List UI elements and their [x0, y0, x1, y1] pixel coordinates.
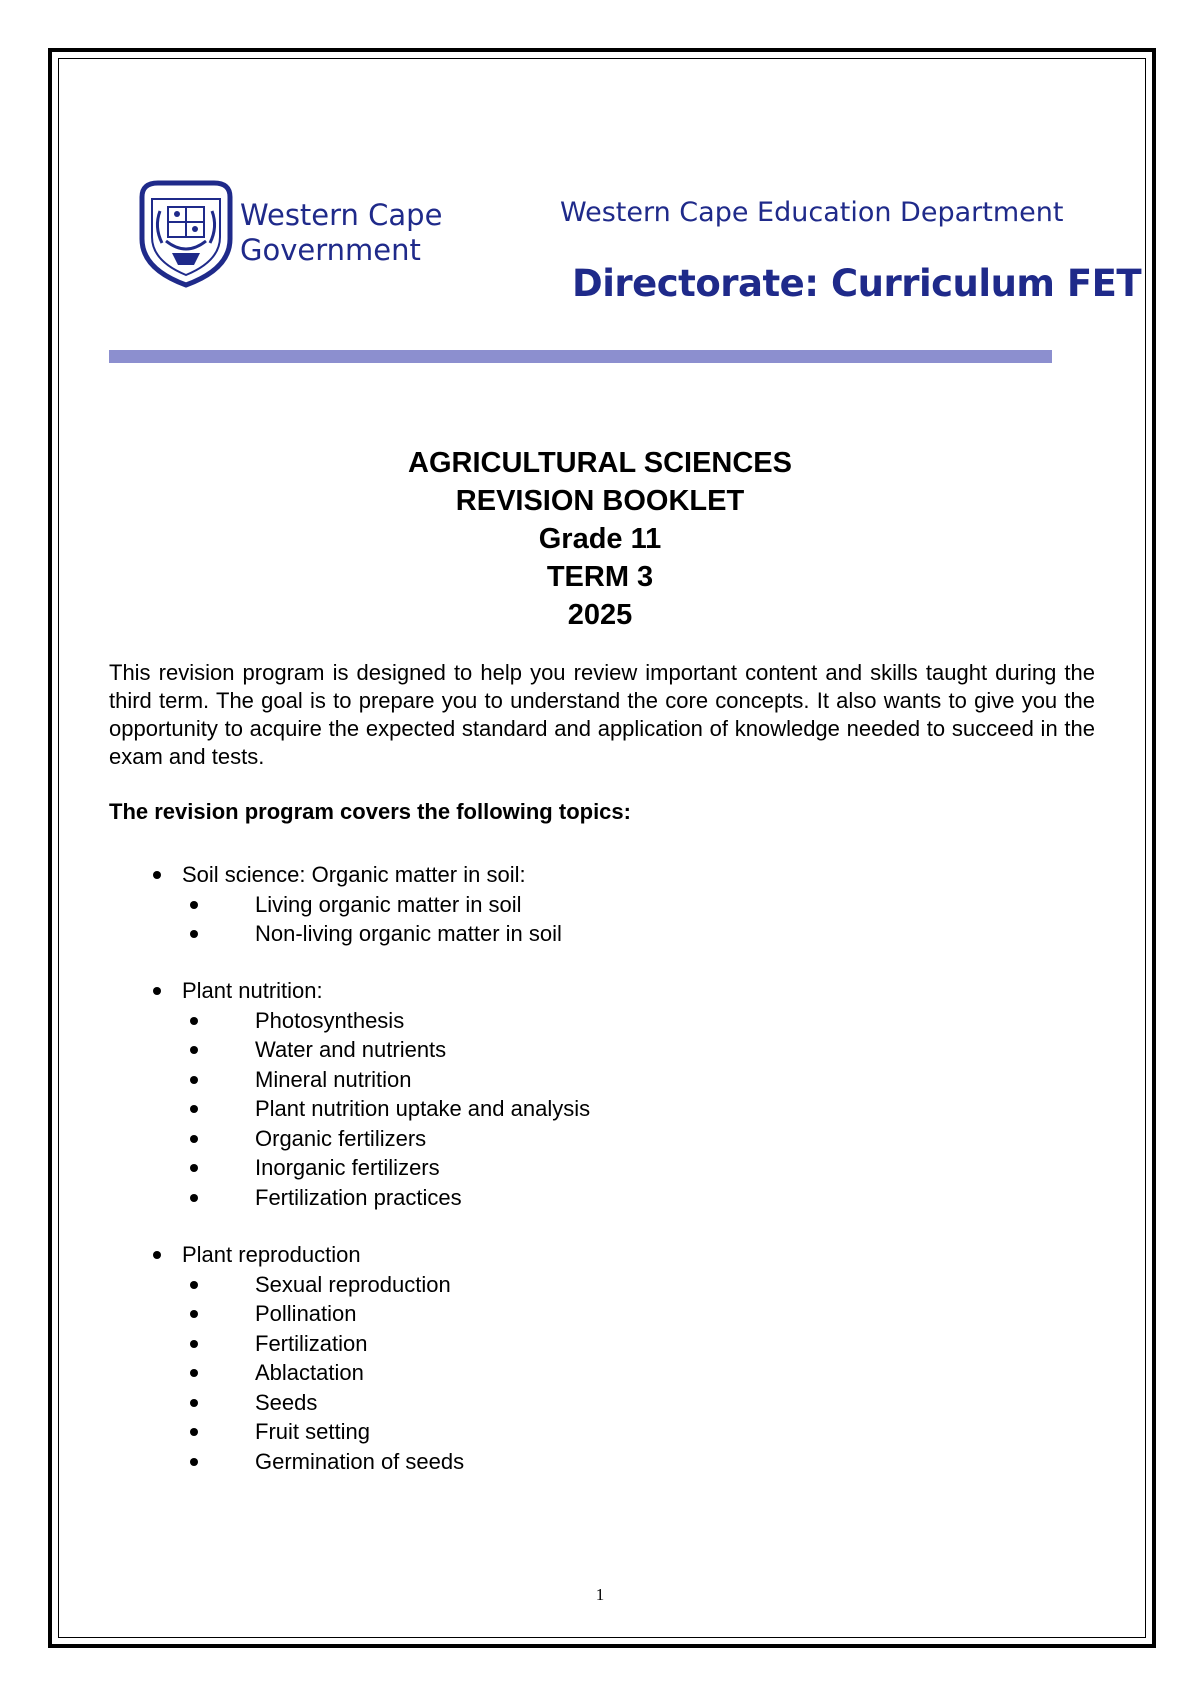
subtopic-label: Living organic matter in soil	[255, 891, 522, 917]
subtopic-item	[0, 1094, 1200, 1124]
header-divider	[109, 350, 1052, 363]
subtopic-label: Mineral nutrition	[255, 1066, 412, 1092]
bullet-icon	[190, 901, 198, 909]
bullet-icon	[153, 1251, 161, 1259]
subtopic-item	[0, 919, 1200, 949]
bullet-icon	[190, 1310, 198, 1318]
bullet-icon	[190, 1194, 198, 1202]
subtopic-item	[0, 1035, 1200, 1065]
subtopic-label: Ablactation	[255, 1360, 364, 1385]
subtopic-item	[0, 1447, 1200, 1477]
subtopic-item	[0, 1270, 1200, 1300]
intro-paragraph: This revision program is designed to help you review important content and skills taught during the third term. The goal is to prepare you to understand the core concepts. It also wants to give you the opportunity to acquire the expected standard and application of knowledge needed to succeed in the exam and tests.	[109, 660, 1095, 769]
bullet-icon	[190, 1046, 198, 1054]
subtopic-label: Seeds	[255, 1389, 318, 1415]
subtopic-label: Water and nutrients	[255, 1037, 447, 1062]
bullet-icon	[190, 1369, 198, 1377]
topic-label: Plant nutrition:	[182, 978, 323, 1003]
topic-group	[0, 976, 1200, 1212]
bullet-icon	[190, 1105, 198, 1113]
bullet-icon	[153, 987, 161, 995]
subtopic-label: Fruit setting	[255, 1419, 370, 1444]
topic-label: Plant reproduction	[182, 1242, 361, 1267]
subtopic-label: Pollination	[255, 1301, 357, 1326]
subtopic-item	[0, 890, 1200, 920]
topic-label: Soil science: Organic matter in soil:	[182, 862, 526, 887]
directorate-title: Directorate: Curriculum FET	[572, 262, 1142, 305]
bullet-icon	[190, 1017, 198, 1025]
subtopic-item	[0, 1299, 1200, 1329]
logo-line-1: Western Cape	[240, 198, 443, 232]
subtopic-label: Plant nutrition uptake and analysis	[255, 1096, 591, 1121]
bullet-icon	[190, 1164, 198, 1172]
subtopic-item	[0, 1006, 1200, 1036]
subtopic-label: Fertilization practices	[255, 1184, 462, 1210]
topics-heading: The revision program covers the following topics:	[109, 799, 631, 824]
year-label: 2025	[567, 599, 633, 631]
logo-wordmark	[240, 198, 442, 268]
topic-group	[0, 860, 1200, 949]
subject-title: AGRICULTURAL SCIENCES	[408, 447, 792, 479]
bullet-icon	[190, 1399, 198, 1407]
subtopic-label: Inorganic fertilizers	[255, 1155, 440, 1180]
subtopic-label: Organic fertilizers	[255, 1125, 427, 1151]
subtopic-item	[0, 1329, 1200, 1359]
department-name: Western Cape Education Department	[560, 197, 1064, 228]
bullet-icon	[190, 930, 198, 938]
page-number: 1	[595, 1585, 605, 1604]
subtopic-label: Germination of seeds	[255, 1448, 465, 1474]
topic-item	[0, 860, 1200, 890]
subtopic-item	[0, 1065, 1200, 1095]
subtopic-item	[0, 1388, 1200, 1418]
coat-of-arms-icon	[136, 177, 236, 289]
bullet-icon	[190, 1428, 198, 1436]
topic-item	[0, 976, 1200, 1006]
bullet-icon	[190, 1340, 198, 1348]
booklet-title: REVISION BOOKLET	[455, 485, 745, 517]
topic-item	[0, 1240, 1200, 1270]
bullet-icon	[190, 1458, 198, 1466]
subtopic-item	[0, 1417, 1200, 1447]
subtopic-label: Sexual reproduction	[255, 1271, 451, 1297]
subtopic-item	[0, 1358, 1200, 1388]
title-block	[0, 444, 1200, 634]
subtopic-item	[0, 1124, 1200, 1154]
bullet-icon	[190, 1135, 198, 1143]
bullet-icon	[190, 1076, 198, 1084]
subtopic-label: Fertilization	[255, 1330, 368, 1356]
subtopic-label: Non-living organic matter in soil	[255, 921, 562, 946]
bullet-icon	[190, 1281, 198, 1289]
bullet-icon	[153, 871, 161, 879]
topic-group	[0, 1240, 1200, 1476]
logo-line-2: Government	[240, 233, 421, 267]
subtopic-label: Photosynthesis	[255, 1007, 405, 1033]
grade-label: Grade 11	[538, 523, 662, 555]
subtopic-item	[0, 1183, 1200, 1213]
subtopic-item	[0, 1153, 1200, 1183]
term-label: TERM 3	[546, 561, 654, 593]
